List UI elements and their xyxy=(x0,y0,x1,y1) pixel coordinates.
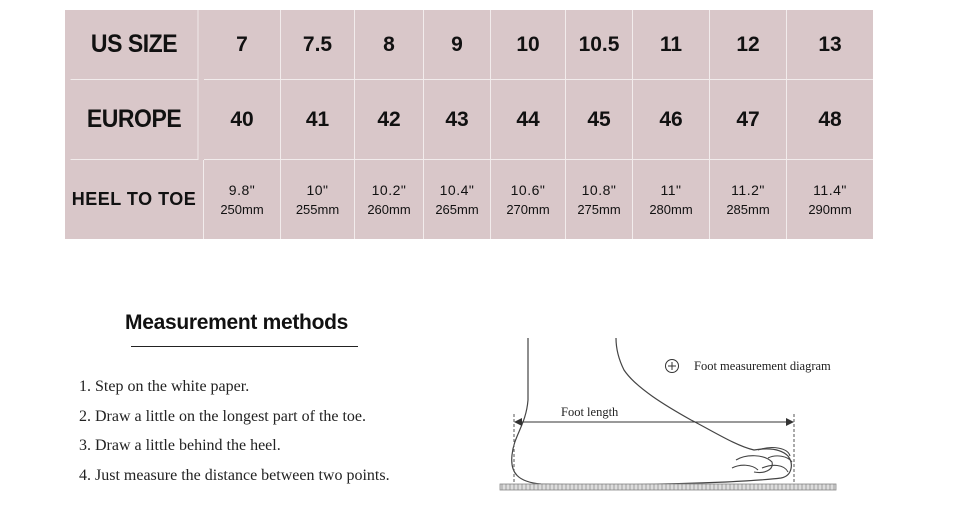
heel-to-toe-cell xyxy=(491,160,566,239)
length-inches: 10.8" xyxy=(581,182,617,198)
length-mm: 280mm xyxy=(649,202,693,217)
length-inches: 10.2" xyxy=(371,182,407,198)
length-mm: 250mm xyxy=(220,202,264,217)
measurement-steps-list xyxy=(79,378,390,496)
heel-to-toe-row xyxy=(65,160,873,239)
heel-to-toe-cell xyxy=(204,160,281,239)
us-size-cell: 9 xyxy=(424,10,491,80)
title-underline xyxy=(131,346,358,347)
toe-2 xyxy=(736,456,772,473)
europe-size-cell: 40 xyxy=(204,80,281,160)
us-size-cell: 12 xyxy=(710,10,787,80)
europe-size-cell: 43 xyxy=(424,80,491,160)
length-mm: 270mm xyxy=(506,202,550,217)
europe-size-cell: 46 xyxy=(633,80,710,160)
us-size-cell: 8 xyxy=(355,10,424,80)
step-item: 4. Just measure the distance between two points. xyxy=(79,466,390,484)
length-mm: 255mm xyxy=(295,202,340,217)
length-inches: 11.4" xyxy=(813,182,847,198)
us-size-cell: 13 xyxy=(787,10,873,80)
length-mm: 285mm xyxy=(726,202,770,217)
us-size-cell: 11 xyxy=(633,10,710,80)
length-inches: 9.8" xyxy=(228,182,256,198)
paper-strip xyxy=(500,484,836,490)
length-inches: 10.6" xyxy=(510,182,546,198)
europe-size-header: EUROPE xyxy=(71,80,199,160)
measure-arrow-left xyxy=(514,418,522,426)
heel-to-toe-cell xyxy=(424,160,491,239)
length-inches: 10" xyxy=(306,182,329,198)
length-mm: 260mm xyxy=(367,202,411,217)
step-item: 1. Step on the white paper. xyxy=(79,378,250,395)
plus-circle-icon xyxy=(666,360,679,373)
us-size-cell: 10.5 xyxy=(566,10,633,80)
length-mm: 290mm xyxy=(808,202,852,217)
step-item: 3. Draw a little behind the heel. xyxy=(79,437,281,454)
europe-size-cell: 42 xyxy=(355,80,424,160)
us-size-row xyxy=(65,10,873,80)
europe-size-cell: 41 xyxy=(281,80,355,160)
heel-to-toe-cell xyxy=(566,160,633,239)
us-size-cell: 7.5 xyxy=(281,10,355,80)
toe-3 xyxy=(732,465,758,470)
heel-to-toe-cell xyxy=(710,160,787,239)
us-size-header: US SIZE xyxy=(71,10,199,80)
foot-measurement-diagram xyxy=(496,330,841,500)
heel-to-toe-header: HEEL TO TOE xyxy=(65,160,204,239)
length-inches: 11.2" xyxy=(731,182,765,198)
us-size-cell: 7 xyxy=(204,10,281,80)
diagram-title: Foot measurement diagram xyxy=(694,359,831,373)
length-mm: 275mm xyxy=(577,202,621,217)
europe-size-cell: 44 xyxy=(491,80,566,160)
length-inches: 11" xyxy=(660,182,682,198)
heel-to-toe-cell xyxy=(281,160,355,239)
foot-length-label: Foot length xyxy=(561,405,619,419)
measure-arrow-right xyxy=(786,418,794,426)
heel-to-toe-cell xyxy=(787,160,873,239)
size-chart-table xyxy=(65,10,873,239)
measurement-methods-title: Measurement methods xyxy=(125,311,349,334)
europe-size-cell: 47 xyxy=(710,80,787,160)
heel-to-toe-cell xyxy=(633,160,710,239)
europe-size-cell: 45 xyxy=(566,80,633,160)
length-inches: 10.4" xyxy=(439,182,475,198)
us-size-cell: 10 xyxy=(491,10,566,80)
heel-to-toe-cell xyxy=(355,160,424,239)
length-mm: 265mm xyxy=(435,202,479,217)
europe-size-cell: 48 xyxy=(787,80,873,160)
europe-size-row xyxy=(65,80,873,160)
step-item: 2. Draw a little on the longest part of the toe. xyxy=(79,407,367,425)
